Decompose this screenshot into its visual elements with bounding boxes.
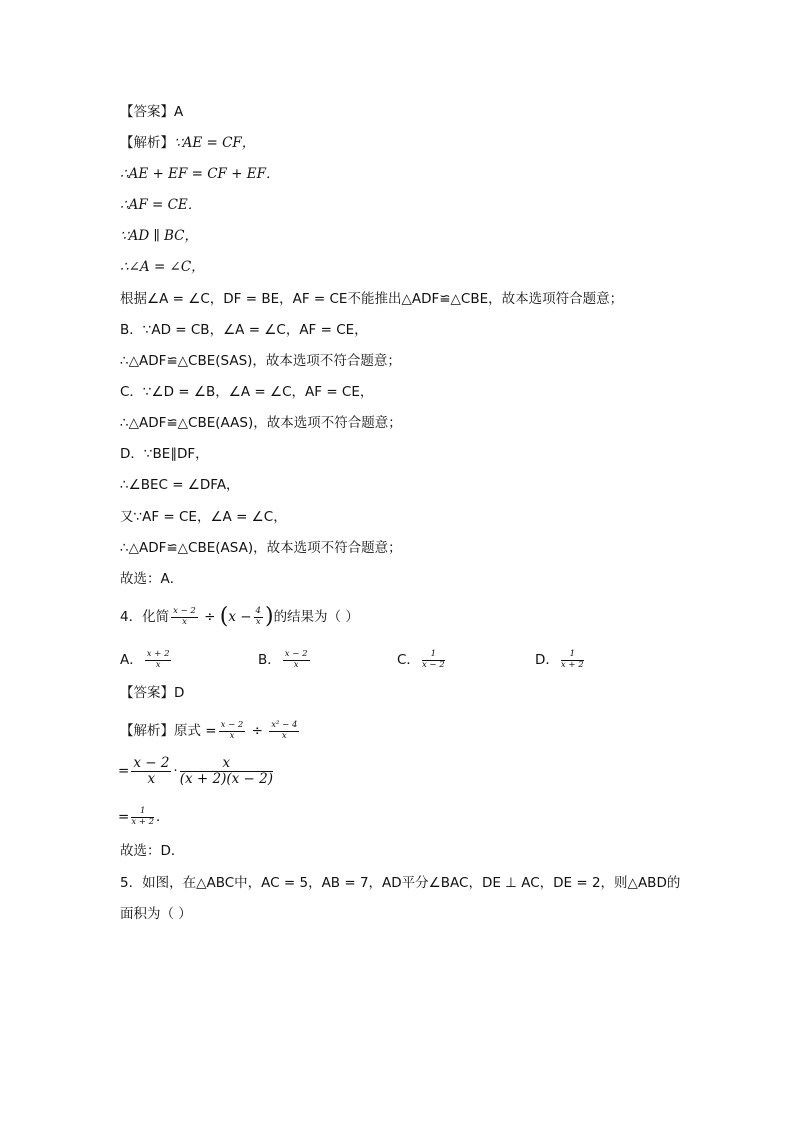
denominator: x − 2 <box>421 659 445 670</box>
numerator: x − 2 <box>220 720 244 731</box>
inner-term: x − <box>228 609 252 625</box>
option-label: A． <box>120 652 143 668</box>
fraction <box>283 650 310 670</box>
analysis-3-line-4: ∵AD ∥ BC， <box>120 228 198 244</box>
analysis-3-option-c: C．∵∠D = ∠B，∠A = ∠C，AF = CE， <box>120 384 374 400</box>
denominator: x <box>293 659 299 670</box>
choose-3: 故选：A． <box>120 571 184 587</box>
answer-4: 【答案】D <box>120 685 185 701</box>
fraction <box>561 650 584 670</box>
denominator: x <box>229 730 235 741</box>
analysis-text: ∵AE = CF， <box>174 135 256 151</box>
option-label: C． <box>397 652 420 668</box>
fraction <box>254 607 263 627</box>
question-4-prefix: 4．化简 <box>120 609 170 625</box>
analysis-3-option-d-step: ∴∠BEC = ∠DFA， <box>120 477 240 493</box>
fraction <box>422 650 445 670</box>
analysis-4-line-3 <box>118 803 170 831</box>
choose-4: 故选：D． <box>120 843 185 859</box>
analysis-3-option-c-result: ∴△ADF≌△CBE(AAS)，故本选项不符合题意； <box>120 415 402 431</box>
numerator: x − 2 <box>284 649 308 660</box>
fraction <box>171 607 198 627</box>
fraction <box>131 807 154 827</box>
denominator: (x + 2)(x − 2) <box>179 770 273 787</box>
denominator: x + 2 <box>131 816 155 827</box>
analysis-3-line-3: ∴AF = CE． <box>120 197 202 213</box>
period: ． <box>156 809 170 825</box>
option-d <box>535 647 586 673</box>
numerator: 1 <box>131 807 154 817</box>
question-4-suffix: 的结果为（ ） <box>273 609 359 625</box>
denominator: x <box>255 616 261 627</box>
numerator: 4 <box>255 606 261 617</box>
analysis-3-line-2: ∴AE + EF = CF + EF． <box>120 166 280 182</box>
denominator: x <box>182 616 187 627</box>
numerator: x <box>180 756 273 772</box>
analysis-3-option-b: B．∵AD = CB，∠A = ∠C，AF = CE， <box>120 322 368 338</box>
option-label: D． <box>535 652 559 668</box>
divide-sign: ÷ <box>204 609 216 625</box>
multiply-dot: · <box>173 763 178 779</box>
option-a <box>120 647 173 673</box>
equals-sign: = <box>118 763 130 779</box>
analysis-3-line-1 <box>120 133 255 153</box>
analysis-3-option-d: D．∵BE∥DF， <box>120 446 209 462</box>
denominator: x <box>147 770 156 787</box>
fraction <box>180 756 273 787</box>
question-5-line-2: 面积为（ ） <box>120 906 192 922</box>
numerator: x − 2 <box>133 754 170 771</box>
numerator: x² − 4 <box>271 720 298 731</box>
fraction <box>145 650 172 670</box>
numerator: 1 <box>561 650 584 660</box>
numerator: x − 2 <box>173 606 196 617</box>
option-b <box>258 647 312 673</box>
analysis-3-option-b-result: ∴△ADF≌△CBE(SAS)，故本选项不符合题意； <box>120 353 401 369</box>
analysis-3-option-d-result: ∴△ADF≌△CBE(ASA)，故本选项不符合题意； <box>120 540 402 556</box>
numerator: 1 <box>422 650 445 660</box>
analysis-3-option-d-cond: 又∵AF = CE，∠A = ∠C， <box>120 509 287 525</box>
analysis-label: 【解析】 <box>120 135 174 151</box>
analysis-4-line-2 <box>118 751 275 791</box>
denominator: x <box>155 659 161 670</box>
answer-3: 【答案】A <box>120 104 184 120</box>
fraction <box>131 756 171 787</box>
analysis-4-line-1 <box>120 716 301 746</box>
fraction <box>219 721 246 741</box>
left-paren: ( <box>219 604 229 629</box>
option-c <box>397 647 447 673</box>
denominator: x <box>281 730 287 741</box>
question-5-line-1: 5．如图，在△ABC中，AC = 5，AB = 7，AD平分∠BAC，DE ⊥ AC，DE = 2，则△ABD的 <box>120 875 681 891</box>
equals-sign: = <box>118 809 130 825</box>
analysis-label: 【解析】原式 = <box>120 723 217 739</box>
fraction <box>269 721 299 741</box>
analysis-3-line-6: 根据∠A = ∠C，DF = BE，AF = CE不能推出△ADF≌△CBE，故本选项符合题意； <box>120 291 624 307</box>
divide-sign: ÷ <box>251 723 263 739</box>
denominator: x + 2 <box>560 659 584 670</box>
right-paren: ) <box>264 604 274 629</box>
numerator: x + 2 <box>146 649 170 660</box>
analysis-3-line-5: ∴∠A = ∠C， <box>120 259 205 275</box>
option-label: B． <box>258 652 281 668</box>
question-4 <box>120 602 359 632</box>
